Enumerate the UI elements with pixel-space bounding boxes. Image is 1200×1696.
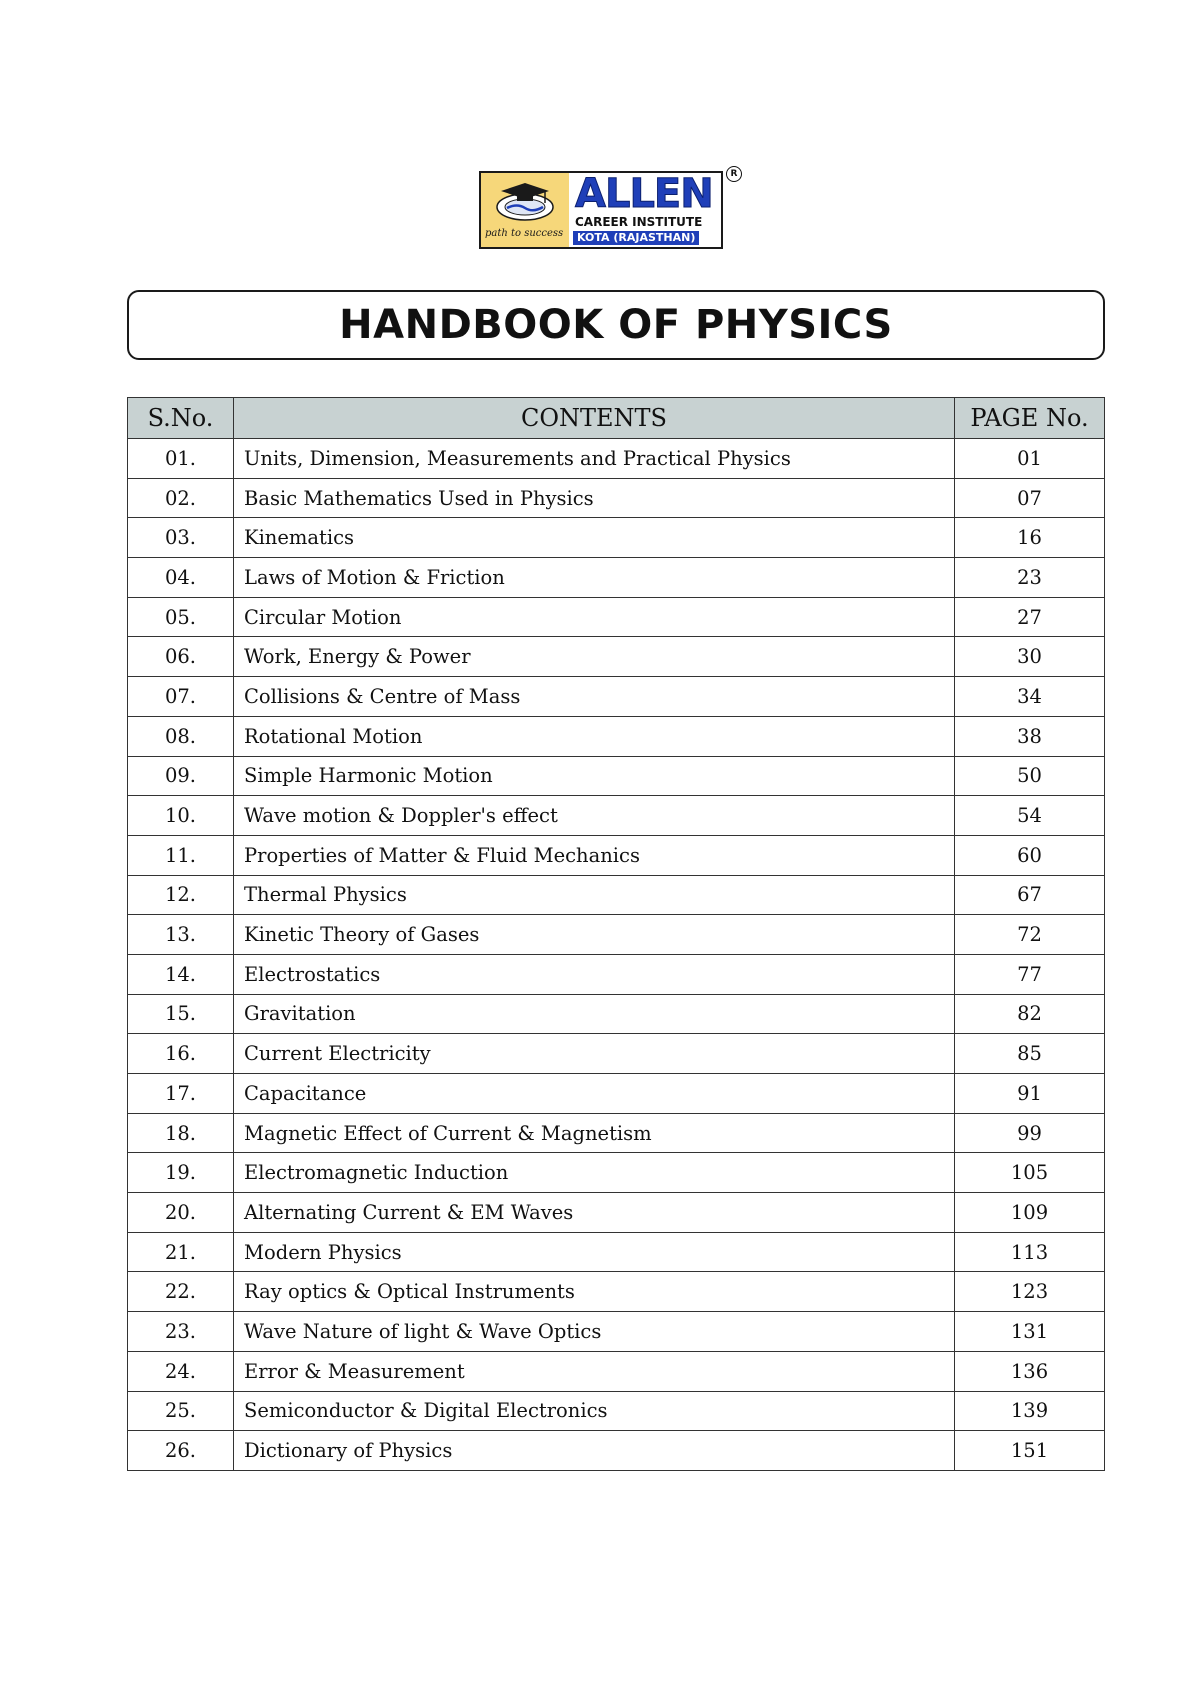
row-page: 54 bbox=[955, 796, 1105, 836]
table-row bbox=[128, 677, 1105, 717]
row-title: Kinetic Theory of Gases bbox=[234, 915, 955, 955]
row-title: Alternating Current & EM Waves bbox=[234, 1193, 955, 1233]
row-page: 16 bbox=[955, 518, 1105, 558]
row-sno: 13. bbox=[128, 915, 234, 955]
row-title: Wave motion & Doppler's effect bbox=[234, 796, 955, 836]
table-header-row bbox=[128, 398, 1105, 439]
table-row bbox=[128, 1113, 1105, 1153]
row-title: Work, Energy & Power bbox=[234, 637, 955, 677]
row-page: 38 bbox=[955, 716, 1105, 756]
row-title: Gravitation bbox=[234, 994, 955, 1034]
row-sno: 03. bbox=[128, 518, 234, 558]
row-page: 85 bbox=[955, 1034, 1105, 1074]
table-row bbox=[128, 1153, 1105, 1193]
header-sno: S.No. bbox=[128, 398, 234, 439]
row-title: Kinematics bbox=[234, 518, 955, 558]
contents-table bbox=[127, 397, 1105, 1471]
table-row bbox=[128, 954, 1105, 994]
table-row bbox=[128, 637, 1105, 677]
row-sno: 20. bbox=[128, 1193, 234, 1233]
table-row bbox=[128, 1272, 1105, 1312]
row-sno: 07. bbox=[128, 677, 234, 717]
row-sno: 09. bbox=[128, 756, 234, 796]
table-row bbox=[128, 756, 1105, 796]
row-sno: 25. bbox=[128, 1391, 234, 1431]
row-page: 30 bbox=[955, 637, 1105, 677]
row-sno: 26. bbox=[128, 1431, 234, 1471]
table-row bbox=[128, 716, 1105, 756]
table-row bbox=[128, 1074, 1105, 1114]
row-title: Thermal Physics bbox=[234, 875, 955, 915]
row-sno: 08. bbox=[128, 716, 234, 756]
table-row bbox=[128, 1431, 1105, 1471]
title-box bbox=[127, 290, 1105, 360]
row-page: 60 bbox=[955, 835, 1105, 875]
row-sno: 19. bbox=[128, 1153, 234, 1193]
logo-emblem bbox=[481, 173, 569, 247]
row-title: Ray optics & Optical Instruments bbox=[234, 1272, 955, 1312]
row-sno: 15. bbox=[128, 994, 234, 1034]
row-page: 01 bbox=[955, 439, 1105, 479]
row-page: 72 bbox=[955, 915, 1105, 955]
row-page: 50 bbox=[955, 756, 1105, 796]
row-page: 113 bbox=[955, 1232, 1105, 1272]
row-title: Rotational Motion bbox=[234, 716, 955, 756]
graduation-cap-handshake-icon bbox=[493, 181, 557, 223]
row-page: 151 bbox=[955, 1431, 1105, 1471]
row-page: 77 bbox=[955, 954, 1105, 994]
table-row bbox=[128, 597, 1105, 637]
logo-text-block bbox=[569, 173, 721, 247]
page-title: HANDBOOK OF PHYSICS bbox=[339, 302, 893, 348]
table-row bbox=[128, 478, 1105, 518]
header-page: PAGE No. bbox=[955, 398, 1105, 439]
row-sno: 02. bbox=[128, 478, 234, 518]
table-row bbox=[128, 1312, 1105, 1352]
table-row bbox=[128, 1391, 1105, 1431]
row-title: Wave Nature of light & Wave Optics bbox=[234, 1312, 955, 1352]
table-row bbox=[128, 518, 1105, 558]
row-title: Dictionary of Physics bbox=[234, 1431, 955, 1471]
row-page: 07 bbox=[955, 478, 1105, 518]
row-sno: 17. bbox=[128, 1074, 234, 1114]
row-title: Units, Dimension, Measurements and Practical Physics bbox=[234, 439, 955, 479]
table-row bbox=[128, 796, 1105, 836]
row-sno: 22. bbox=[128, 1272, 234, 1312]
allen-logo bbox=[479, 171, 723, 249]
row-sno: 11. bbox=[128, 835, 234, 875]
row-title: Basic Mathematics Used in Physics bbox=[234, 478, 955, 518]
row-sno: 24. bbox=[128, 1351, 234, 1391]
row-sno: 01. bbox=[128, 439, 234, 479]
row-title: Collisions & Centre of Mass bbox=[234, 677, 955, 717]
row-title: Simple Harmonic Motion bbox=[234, 756, 955, 796]
row-page: 27 bbox=[955, 597, 1105, 637]
row-page: 23 bbox=[955, 558, 1105, 598]
table-row bbox=[128, 439, 1105, 479]
row-title: Magnetic Effect of Current & Magnetism bbox=[234, 1113, 955, 1153]
row-page: 123 bbox=[955, 1272, 1105, 1312]
row-sno: 18. bbox=[128, 1113, 234, 1153]
row-title: Capacitance bbox=[234, 1074, 955, 1114]
logo-location: KOTA (RAJASTHAN) bbox=[573, 231, 699, 245]
registered-mark-icon: R bbox=[726, 166, 742, 182]
row-title: Electromagnetic Induction bbox=[234, 1153, 955, 1193]
table-row bbox=[128, 1351, 1105, 1391]
row-sno: 05. bbox=[128, 597, 234, 637]
row-title: Circular Motion bbox=[234, 597, 955, 637]
row-page: 136 bbox=[955, 1351, 1105, 1391]
header-contents: CONTENTS bbox=[234, 398, 955, 439]
table-row bbox=[128, 994, 1105, 1034]
logo-subtitle: CAREER INSTITUTE bbox=[575, 215, 703, 229]
table-row bbox=[128, 1193, 1105, 1233]
table-row bbox=[128, 835, 1105, 875]
row-page: 82 bbox=[955, 994, 1105, 1034]
row-sno: 14. bbox=[128, 954, 234, 994]
row-sno: 12. bbox=[128, 875, 234, 915]
row-sno: 04. bbox=[128, 558, 234, 598]
row-page: 105 bbox=[955, 1153, 1105, 1193]
table-row bbox=[128, 1232, 1105, 1272]
table-row bbox=[128, 875, 1105, 915]
row-title: Electrostatics bbox=[234, 954, 955, 994]
table-body bbox=[128, 439, 1105, 1471]
row-title: Semiconductor & Digital Electronics bbox=[234, 1391, 955, 1431]
row-sno: 06. bbox=[128, 637, 234, 677]
row-page: 109 bbox=[955, 1193, 1105, 1233]
row-page: 34 bbox=[955, 677, 1105, 717]
row-title: Laws of Motion & Friction bbox=[234, 558, 955, 598]
row-title: Properties of Matter & Fluid Mechanics bbox=[234, 835, 955, 875]
row-sno: 10. bbox=[128, 796, 234, 836]
row-page: 67 bbox=[955, 875, 1105, 915]
table-row bbox=[128, 915, 1105, 955]
logo-tagline: path to success bbox=[485, 228, 564, 239]
row-page: 139 bbox=[955, 1391, 1105, 1431]
row-title: Error & Measurement bbox=[234, 1351, 955, 1391]
logo-brand: ALLEN bbox=[575, 171, 713, 217]
table-row bbox=[128, 558, 1105, 598]
row-sno: 16. bbox=[128, 1034, 234, 1074]
table-row bbox=[128, 1034, 1105, 1074]
row-sno: 23. bbox=[128, 1312, 234, 1352]
row-page: 131 bbox=[955, 1312, 1105, 1352]
row-page: 99 bbox=[955, 1113, 1105, 1153]
row-title: Modern Physics bbox=[234, 1232, 955, 1272]
row-sno: 21. bbox=[128, 1232, 234, 1272]
row-page: 91 bbox=[955, 1074, 1105, 1114]
row-title: Current Electricity bbox=[234, 1034, 955, 1074]
